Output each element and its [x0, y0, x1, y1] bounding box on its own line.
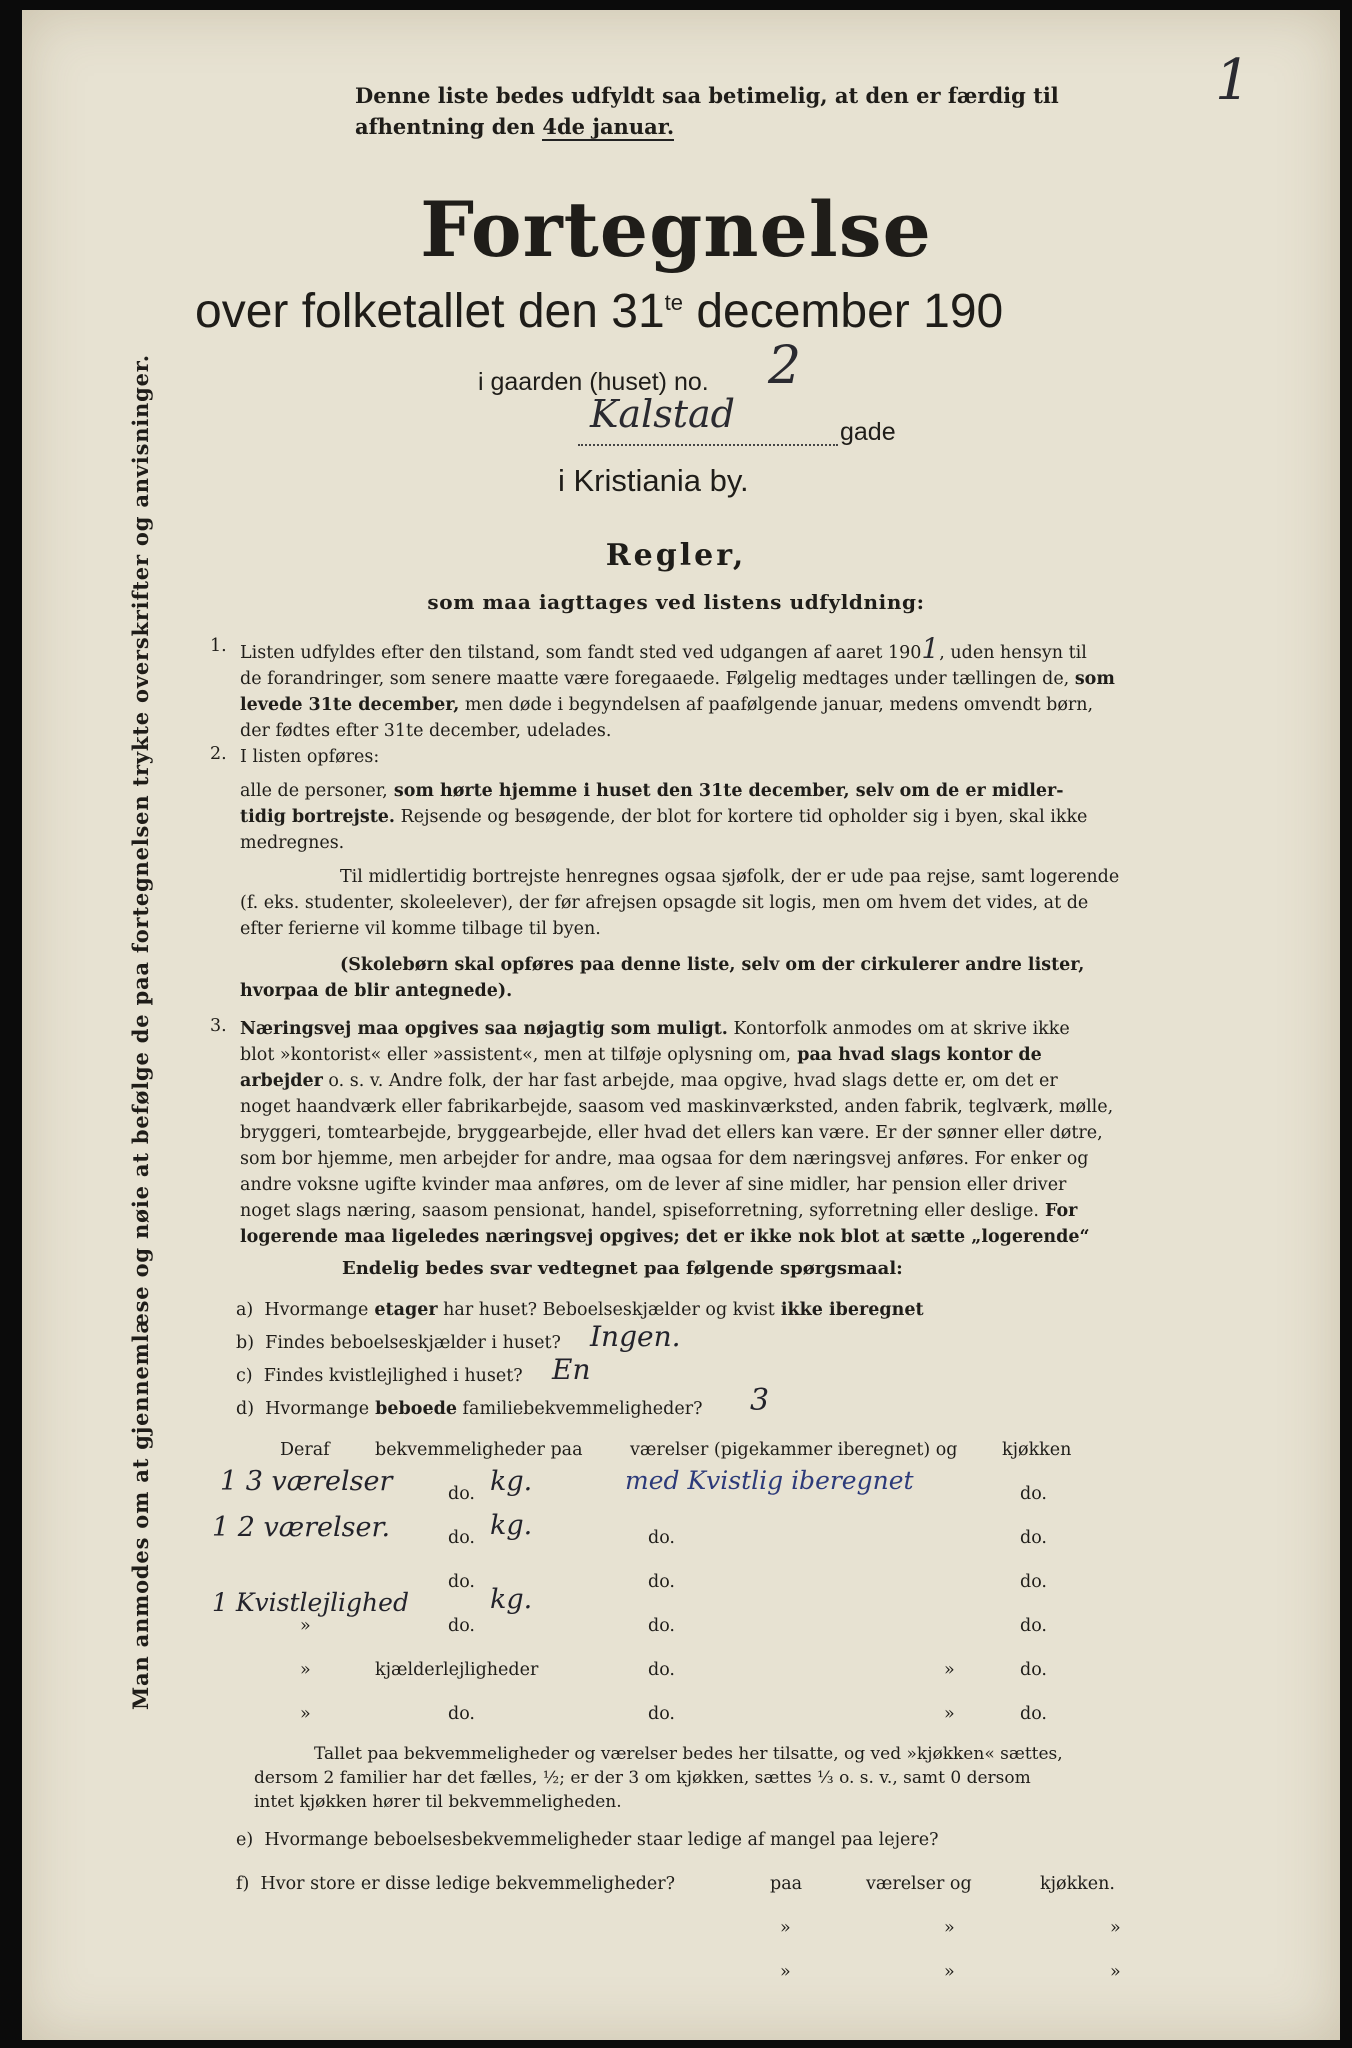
notice-line-1: Denne liste bedes udfyldt saa betimelig, at den er færdig til	[355, 83, 1059, 108]
table-row-4-do-vaer: do.	[648, 1616, 675, 1636]
table-row-1-note: med Kvistlig iberegnet	[625, 1466, 914, 1495]
rule-3: Næringsvej maa opgives saa nøjagtig som muligt. Kontorfolk anmodes om at skrive ikke blot »kontorist« eller »assistent«, men at tilføje oplysning om, paa hvad slags kontor de arbejder o. s. v. Andre folk, der har fast arbejde, maa opgive, hvad slags dette er, om det er noget haandværk eller fabrikarbejde, saasom ved maskinværksted, anden fabrik, teglværk, mølle, bryggeri, tomtearbejde, bryggearbejde, eller hvad det ellers kan være. Er der sønner eller døtre, som bor hjemme, men arbejder for andre, maa ogsaa for dem næringsvej anføres. For enker og andre voksne ugifte kvinder maa anføres, om de lever af sine midler, har pension eller driver noget slags næring, saasom pensionat, handel, spiseforretning, syforretning eller deslige. For logerende maa ligeledes næringsvej opgives; det er ikke nok blot at sætte „logerende“	[240, 1019, 1114, 1247]
table-row-6-quote-kjok: »	[944, 1704, 955, 1724]
questions-intro: Endelig bedes svar vedtegnet paa følgende spørgsmaal:	[342, 1258, 903, 1279]
answer-b: Ingen.	[590, 1320, 681, 1353]
table-row-2-kg: kg.	[490, 1510, 533, 1541]
table-row-1-hw: 1 3 værelser	[220, 1466, 393, 1497]
gaard-number: 2	[768, 336, 802, 396]
page-title: Fortegnelse	[420, 185, 932, 274]
answer-d: 3	[750, 1383, 770, 1418]
rule-2-number: 2.	[210, 744, 227, 764]
table-row-2-hw: 1 2 værelser.	[212, 1512, 391, 1543]
table-row-5-quote: »	[300, 1660, 311, 1680]
continuation-quote-5: »	[944, 1962, 955, 1982]
continuation-quote-3: »	[1110, 1918, 1121, 1938]
rules-title: Regler,	[605, 538, 747, 573]
table-notes: Tallet paa bekvemmeligheder og værelser bedes her tilsatte, og ved »kjøkken« sættes, dersom 2 familier har det fælles, ½; er der 3 om kjøkken, sættes ⅓ o. s. v., samt 0 dersom intet kjøkken hører til bekvemmeligheden.	[254, 1744, 1063, 1812]
rule-1-year-hand: 1	[921, 632, 940, 665]
gade-label: gade	[840, 418, 896, 446]
table-row-5-do-vaer: do.	[648, 1660, 675, 1680]
table-row-1-kg: kg.	[490, 1466, 533, 1497]
table-row-5-kjaelder: kjælderlejligheder	[375, 1660, 539, 1680]
table-row-6-do-kjok: do.	[1020, 1704, 1047, 1724]
table-row-5-do-kjok: do.	[1020, 1660, 1047, 1680]
side-instruction: Man anmodes om at gjennemlæse og nøie at befølge de paa fortegnelsen trykte overskrifter og anvisninger.	[128, 354, 153, 1710]
question-f-vaer: værelser og	[866, 1874, 972, 1894]
gaard-label: i gaarden (huset) no.	[478, 368, 709, 396]
notice-line-2: afhentning den 4de januar.	[355, 114, 675, 139]
table-row-3-do: do.	[448, 1572, 475, 1592]
rule-2-paragraph-3: (Skolebørn skal opføres paa denne liste, selv om der cirkulerer andre lister, hvorpaa de blir antegnede).	[240, 955, 1085, 1001]
table-row-4-do-kjok: do.	[1020, 1616, 1047, 1636]
rule-2-head: I listen opføres:	[240, 747, 380, 767]
continuation-quote-1: »	[780, 1918, 791, 1938]
table-row-6-do-vaer: do.	[648, 1704, 675, 1724]
table-row-4-quote: »	[300, 1616, 311, 1636]
table-row-2-do: do.	[448, 1528, 475, 1548]
continuation-quote-4: »	[780, 1962, 791, 1982]
notice-text	[355, 80, 1175, 142]
question-f-paa: paa	[770, 1874, 803, 1894]
answer-c: En	[552, 1353, 591, 1386]
question-b: b) Findes beboelseskjælder i huset?	[236, 1333, 561, 1353]
rule-1-number: 1.	[210, 636, 227, 656]
corner-page-number: 1	[1215, 48, 1251, 113]
page-subtitle: over folketallet den $31^{te}$ december 190	[195, 285, 1004, 338]
table-row-3-hw: 1 Kvistlejlighed	[212, 1588, 409, 1617]
table-header-kjok: kjøkken	[1002, 1440, 1072, 1460]
rule-3-number: 3.	[210, 1016, 227, 1036]
question-d: d) Hvormange beboede familiebekvemmeligheder?	[236, 1399, 703, 1419]
question-e: e) Hvormange beboelsesbekvemmeligheder staar ledige af mangel paa lejere?	[236, 1830, 939, 1850]
question-f: f) Hvor store er disse ledige bekvemmeligheder?	[236, 1874, 676, 1894]
table-row-1-do: do.	[448, 1484, 475, 1504]
table-row-3-kg: kg.	[490, 1584, 533, 1615]
table-row-6-quote: »	[300, 1704, 311, 1724]
table-row-2-do-vaer: do.	[648, 1528, 675, 1548]
rules-subtitle: som maa iagttages ved listens udfyldning:	[427, 590, 925, 614]
street-name: Kalstad	[590, 392, 735, 436]
question-f-kjok: kjøkken.	[1040, 1874, 1115, 1894]
city-label: i Kristiania by.	[558, 463, 749, 498]
table-row-6-do: do.	[448, 1704, 475, 1724]
question-a: a) Hvormange etager har huset? Beboelseskjælder og kvist ikke iberegnet	[236, 1300, 924, 1320]
notice-date: 4de januar.	[542, 114, 675, 139]
rule-2-paragraph-2: Til midlertidig bortrejste henregnes ogsaa sjøfolk, der er ude paa rejse, samt logerende (f. eks. studenter, skoleelever), der før afrejsen opsagde sit logis, men om hvem det vides, at de efter ferierne vil komme tilbage til byen.	[240, 867, 1120, 939]
table-header-deraf: Deraf	[280, 1440, 330, 1460]
question-c: c) Findes kvistlejlighed i huset?	[236, 1366, 523, 1386]
table-header-bekv: bekvemmeligheder paa	[375, 1440, 583, 1460]
table-row-1-do-kjok: do.	[1020, 1484, 1047, 1504]
continuation-quote-2: »	[944, 1918, 955, 1938]
table-row-3-do-kjok: do.	[1020, 1572, 1047, 1592]
continuation-quote-6: »	[1110, 1962, 1121, 1982]
table-row-3-do-vaer: do.	[648, 1572, 675, 1592]
table-row-4-do: do.	[448, 1616, 475, 1636]
table-header-vaer: værelser (pigekammer iberegnet) og	[630, 1440, 958, 1460]
table-row-5-quote-kjok: »	[944, 1660, 955, 1680]
rule-1: Listen udfyldes efter den tilstand, som fandt sted ved udgangen af aaret 1901, uden hensyn til de forandringer, som senere maatte være foregaaede. Følgelig medtages under tællingen de, som levede 31te december, men døde i begyndelsen af paafølgende januar, medens omvendt børn, der fødtes efter 31te december, udelades.	[240, 632, 1115, 741]
table-row-2-do-kjok: do.	[1020, 1528, 1047, 1548]
rule-2-body: alle de personer, som hørte hjemme i huset den 31te december, selv om de er midler- tidig bortrejste. Rejsende og besøgende, der blot for kortere tid opholder sig i byen, skal ikke medregnes.	[240, 781, 1088, 853]
